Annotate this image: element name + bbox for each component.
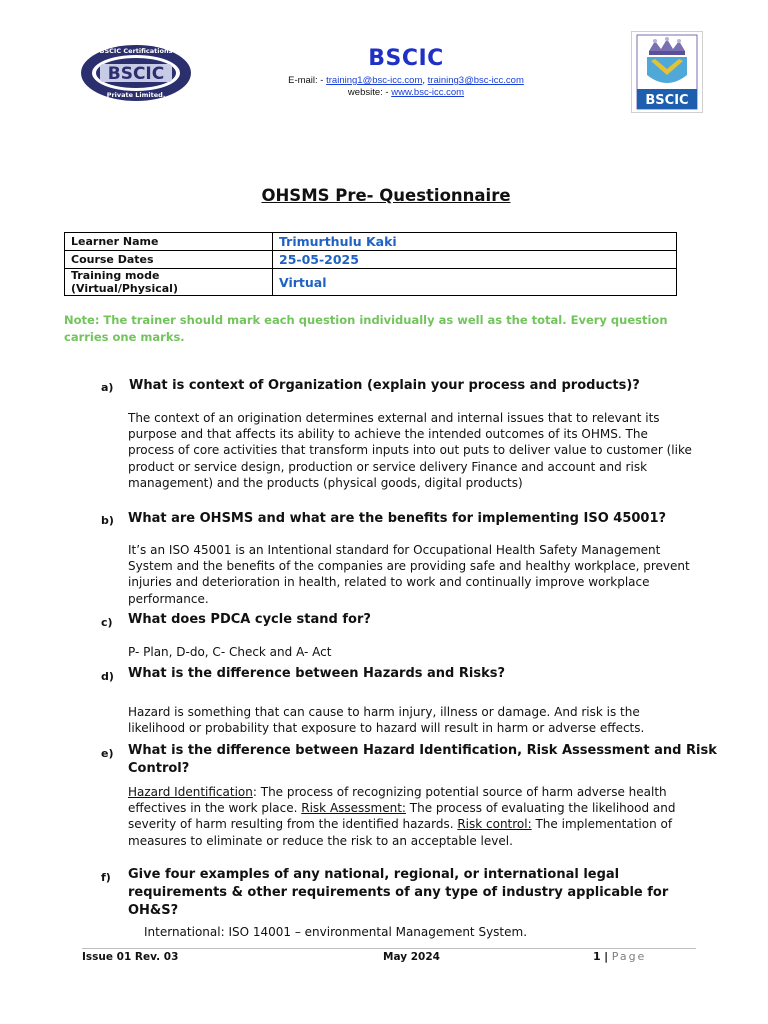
training-mode-label: Training mode (Virtual/Physical) (65, 269, 273, 296)
website-link[interactable]: www.bsc-icc.com (391, 87, 465, 98)
question-b-letter: b) (101, 514, 114, 527)
learner-name-value: Trimurthulu Kaki (273, 233, 677, 251)
page-separator: | (604, 950, 609, 963)
table-row (65, 269, 677, 296)
hazard-identification-definition: : The process of recognizing potential source of harm adverse health effectives in the work place. (128, 785, 667, 816)
document-title: OHSMS Pre- Questionnaire (261, 186, 511, 205)
learner-info-table (64, 232, 677, 296)
course-dates-label: Course Dates (65, 251, 273, 269)
trainer-note: Note: The trainer should mark each question individually as well as the total. Every question carries one marks. (64, 313, 668, 344)
page-number: 1 (593, 950, 601, 963)
risk-control-term: Risk control: (457, 817, 532, 832)
email-label: E-mail: - (288, 75, 324, 86)
svg-text:BSCIC Certifications: BSCIC Certifications (99, 47, 173, 55)
footer-divider (82, 948, 696, 949)
table-row (65, 251, 677, 269)
footer-date: May 2024 (383, 951, 440, 963)
answer-b-text: It’s an ISO 45001 is an Intentional standard for Occupational Health Safety Management System and the benefits of the companies are providing safe and healthy workplace, prevent injuries and deterioration in health, related to work and continually improve workplace performance. (128, 543, 690, 606)
logo-left-text: BSCIC (107, 64, 165, 84)
question-c-letter: c) (101, 616, 113, 629)
risk-assessment-term: Risk Assessment: (301, 801, 406, 816)
question-a-letter: a) (101, 381, 114, 394)
question-a-text: What is context of Organization (explain your process and products)? (129, 378, 640, 393)
training-mode-value: Virtual (273, 269, 677, 296)
website-label: website: - (347, 87, 389, 98)
page-label: Page (611, 950, 647, 963)
answer-f-text: International: ISO 14001 – environmental Management System. (144, 925, 528, 939)
question-f-text: Give four examples of any national, regional, or international legal requirements & other requirements of any type of industry applicable for OH&S? (128, 867, 669, 918)
footer-page (593, 950, 646, 963)
question-d-letter: d) (101, 670, 114, 683)
question-e-text: What is the difference between Hazard Identification, Risk Assessment and Risk Control? (128, 743, 717, 776)
answer-d-text: Hazard is something that can cause to harm injury, illness or damage. And risk is the likelihood or probability that exposure to hazard will result in harm or adverse effects. (128, 705, 645, 736)
table-row (65, 233, 677, 251)
question-e-letter: e) (101, 747, 114, 760)
brand-title: BSCIC (368, 46, 444, 71)
answer-a-text: The context of an origination determines external and internal issues that to relevant its purpose and that affects its ability to achieve the intended outcomes of its OHMS. The process of core activities that transform inputs into out puts to deliver value to customer (like product or service design, production or service delivery Finance and account and risk management) and the products (physical goods, digital products) (128, 411, 692, 490)
bscic-crest-logo (631, 31, 703, 113)
footer-issue: Issue 01 Rev. 03 (82, 951, 179, 963)
email-line (250, 75, 562, 86)
email-link-2[interactable]: training3@bsc-icc.com (427, 75, 524, 86)
learner-name-label: Learner Name (65, 233, 273, 251)
email-separator: , (422, 75, 425, 86)
email-link-1[interactable]: training1@bsc-icc.com (326, 75, 423, 86)
question-d-text: What is the difference between Hazards and Risks? (128, 666, 505, 681)
bscic-certifications-logo (80, 44, 192, 102)
hazard-identification-term: Hazard Identification (128, 785, 253, 799)
svg-text:Private Limited.: Private Limited. (106, 91, 166, 99)
course-dates-value: 25-05-2025 (273, 251, 677, 269)
question-f-letter: f) (101, 871, 111, 884)
logo-right-text: BSCIC (645, 93, 689, 108)
risk-control-definition: The implementation of measures to eliminate or reduce the risk to an acceptable level. (128, 817, 673, 848)
question-b-text: What are OHSMS and what are the benefits for implementing ISO 45001? (128, 511, 667, 526)
website-line (250, 87, 562, 98)
question-c-text: What does PDCA cycle stand for? (128, 612, 371, 627)
risk-assessment-definition: The process of evaluating the likelihood and severity of harm resulting from the identified hazards. (128, 801, 676, 832)
answer-e-text (128, 784, 694, 849)
answer-c-text: P- Plan, D-do, C- Check and A- Act (128, 645, 332, 659)
